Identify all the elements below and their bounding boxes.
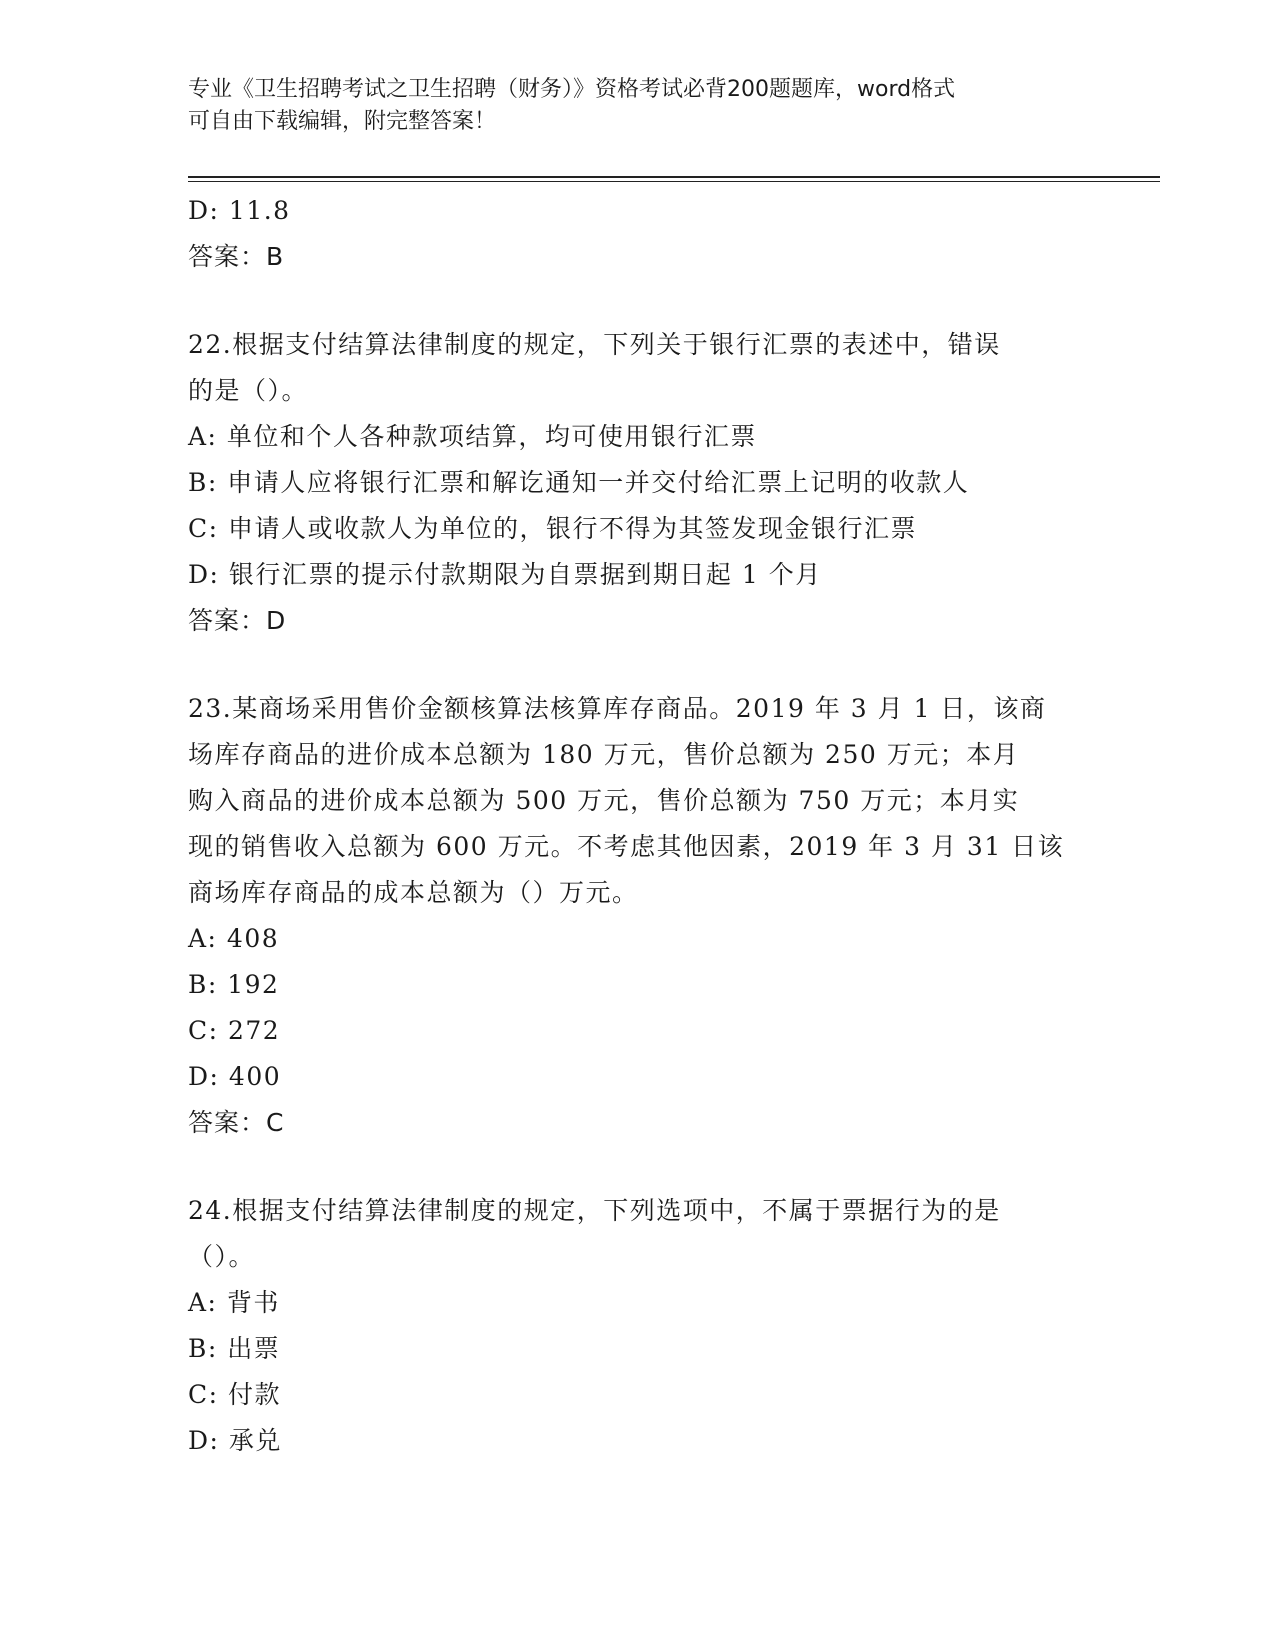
page-header [188,74,1068,138]
q24-option-b: B: 出票 [188,1334,281,1363]
q23-option-b: B: 192 [188,970,280,999]
q23-option-a: A: 408 [188,924,280,953]
q22-stem-line-2: 的是（）。 [188,376,309,405]
q22-answer: 答案：D [188,606,287,635]
q23-stem-line-1: 23.某商场采用售价金额核算法核算库存商品。2019 年 3 月 1 日，该商 [188,694,1047,723]
header-title-line-1: 专业《卫生招聘考试之卫生招聘（财务）》资格考试必背200题题库，word格式 [188,77,956,102]
question-spacer [188,644,1088,686]
q23-option-d: D: 400 [188,1062,282,1091]
header-title-line-2: 可自由下载编辑，附完整答案！ [188,109,497,134]
header-divider-thin [188,181,1160,182]
q23-option-c: C: 272 [188,1016,281,1045]
q22-option-d: D: 银行汇票的提示付款期限为自票据到期日起 1 个月 [188,560,822,589]
q23-answer: 答案：C [188,1108,285,1137]
q22-stem-line-1: 22.根据支付结算法律制度的规定，下列关于银行汇票的表述中，错误 [188,330,1001,359]
q22-option-a: A: 单位和个人各种款项结算，均可使用银行汇票 [188,422,757,451]
q24-option-c: C: 付款 [188,1380,281,1409]
question-content [188,188,1088,1464]
question-spacer [188,280,1088,322]
q24-stem-line-2: （）。 [188,1242,256,1271]
q23-stem-line-2: 场库存商品的进价成本总额为 180 万元，售价总额为 250 万元；本月 [188,740,1020,769]
header-divider-thick [188,176,1160,178]
q22-option-c: C: 申请人或收款人为单位的，银行不得为其签发现金银行汇票 [188,514,918,543]
q22-option-b: B: 申请人应将银行汇票和解讫通知一并交付给汇票上记明的收款人 [188,468,970,497]
q23-stem-line-3: 购入商品的进价成本总额为 500 万元，售价总额为 750 万元；本月实 [188,786,1020,815]
q23-stem-line-5: 商场库存商品的成本总额为（）万元。 [188,878,639,907]
q21-answer: 答案：B [188,242,285,271]
q24-option-d: D: 承兑 [188,1426,282,1455]
q24-option-a: A: 背书 [188,1288,280,1317]
question-spacer [188,1146,1088,1188]
q21-option-d: D: 11.8 [188,196,291,225]
q23-stem-line-4: 现的销售收入总额为 600 万元。不考虑其他因素，2019 年 3 月 31 日该 [188,832,1065,861]
q24-stem-line-1: 24.根据支付结算法律制度的规定，下列选项中，不属于票据行为的是 [188,1196,1001,1225]
